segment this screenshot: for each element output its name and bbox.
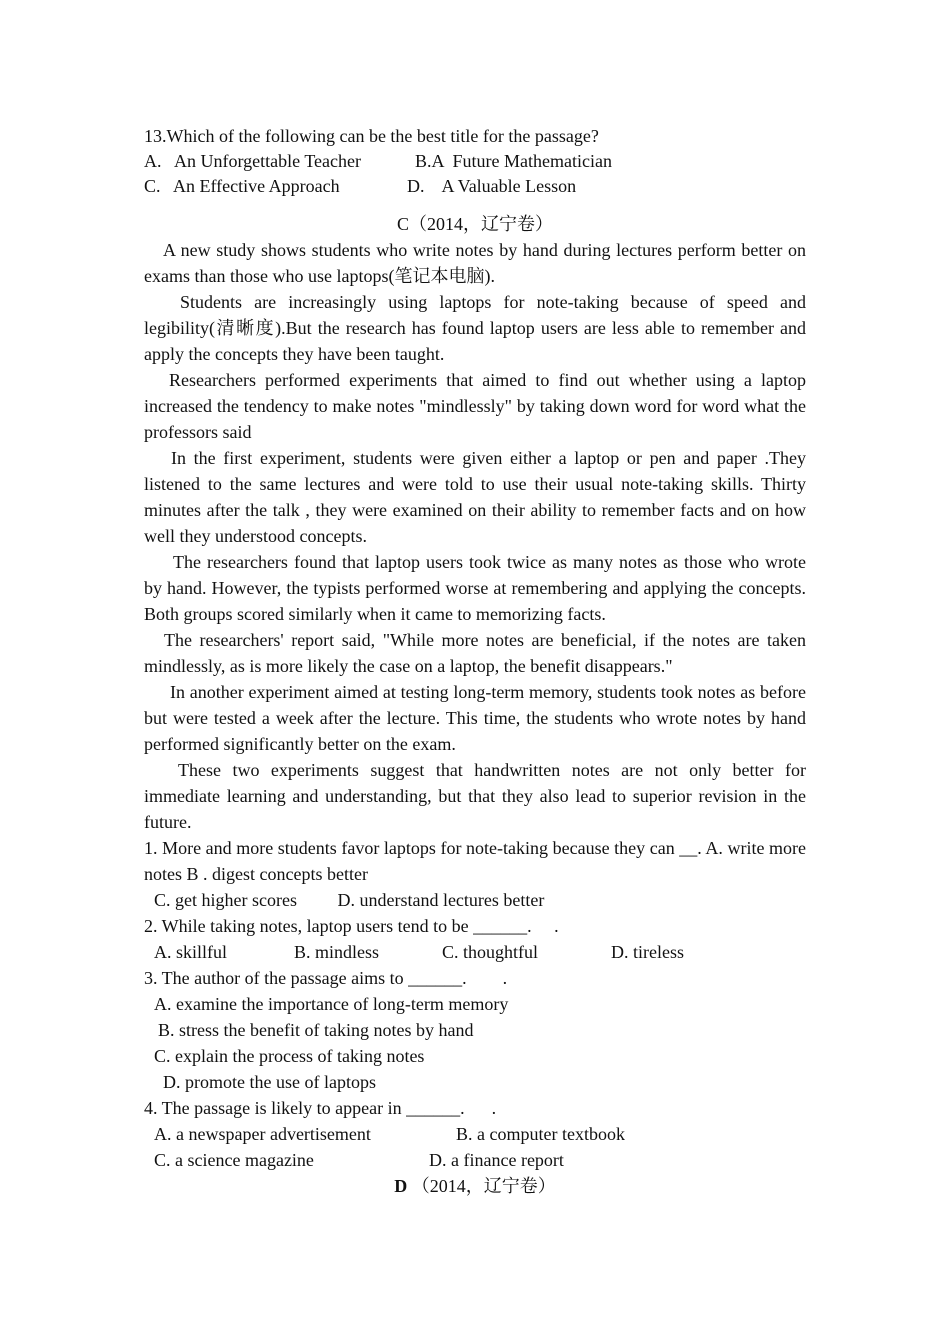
question-13-option-d: D. A Valuable Lesson <box>407 176 577 196</box>
question-13-option-b: B.A Future Mathematician <box>415 151 612 171</box>
question-2-stem: 2. While taking notes, laptop users tend to be ______. . <box>144 916 559 936</box>
question-13-option-a: A. An Unforgettable Teacher <box>144 151 362 171</box>
passage-paragraph-1: A new study shows students who write notes by hand during lectures perform better on exams than those who use laptops(笔记本电脑). <box>144 240 806 286</box>
question-3-option-d: D. promote the use of laptops <box>163 1072 376 1092</box>
question-1-options-extra: C. get higher scores D. understand lectures better <box>154 890 545 910</box>
question-2-option-d: D. tireless <box>611 942 684 962</box>
question-13-options-row-2 <box>144 174 806 199</box>
section-d-letter: D <box>394 1176 408 1196</box>
question-3-option-a: A. examine the importance of long-term memory <box>154 994 509 1014</box>
passage-paragraph-8: These two experiments suggest that handwritten notes are not only better for immediate learning and understanding, but that they also lead to superior revision in the future. <box>144 760 806 832</box>
question-13-options-row-1 <box>144 149 806 174</box>
question-4-option-a: A. a newspaper advertisement <box>154 1124 371 1144</box>
section-d-source: （2014，辽宁卷） <box>411 1176 556 1196</box>
question-3-option-c: C. explain the process of taking notes <box>154 1046 425 1066</box>
question-3-stem: 3. The author of the passage aims to ______. . <box>144 968 508 988</box>
passage-paragraph-3: Researchers performed experiments that aimed to find out whether using a laptop increased the tendency to make notes "mindlessly" by taking down word for word what the professors said <box>144 370 806 442</box>
section-d-heading <box>144 1173 806 1199</box>
passage-paragraph-5: The researchers found that laptop users took twice as many notes as those who wrote by hand. However, the typists performed worse at remembering and applying the concepts. Both groups scored similarly when it came to memorizing facts. <box>144 552 806 624</box>
passage-paragraph-4: In the first experiment, students were given either a laptop or pen and paper .They listened to the same lectures and were told to use their usual note-taking skills. Thirty minutes after the talk , they were examined on their ability to remember facts and on how well they understood concepts. <box>144 448 806 546</box>
question-4-option-d: D. a finance report <box>429 1150 564 1170</box>
document-page <box>144 124 806 1199</box>
question-4-stem: 4. The passage is likely to appear in ______. . <box>144 1098 497 1118</box>
question-3-option-b: B. stress the benefit of taking notes by hand <box>158 1020 474 1040</box>
question-13-option-c: C. An Effective Approach <box>144 176 340 196</box>
question-2-option-b: B. mindless <box>294 942 380 962</box>
question-2-option-c: C. thoughtful <box>442 942 539 962</box>
question-4-option-c: C. a science magazine <box>154 1150 314 1170</box>
section-c-heading: C（2014，辽宁卷） <box>396 214 553 234</box>
passage-paragraph-2: Students are increasingly using laptops for note-taking because of speed and legibility(清晰度).But the research has found laptop users are less able to remember and apply the concepts they have been taught. <box>144 292 806 364</box>
passage-paragraph-7: In another experiment aimed at testing long-term memory, students took notes as before but were tested a week after the lecture. This time, the students who wrote notes by hand performed significantly better on the exam. <box>144 682 806 754</box>
question-1-stem: 1. More and more students favor laptops for note-taking because they can __. A. write more notes B . digest concepts better <box>144 838 806 884</box>
question-2-option-a: A. skillful <box>154 942 228 962</box>
question-2-options <box>144 939 806 965</box>
question-13-stem: 13.Which of the following can be the best title for the passage? <box>144 126 599 146</box>
question-4-option-b: B. a computer textbook <box>456 1124 625 1144</box>
question-4-options-row-1 <box>144 1121 806 1147</box>
passage-paragraph-6: The researchers' report said, "While more notes are beneficial, if the notes are taken mindlessly, as is more likely the case on a laptop, the benefit disappears." <box>144 630 806 676</box>
question-4-options-row-2 <box>144 1147 806 1173</box>
